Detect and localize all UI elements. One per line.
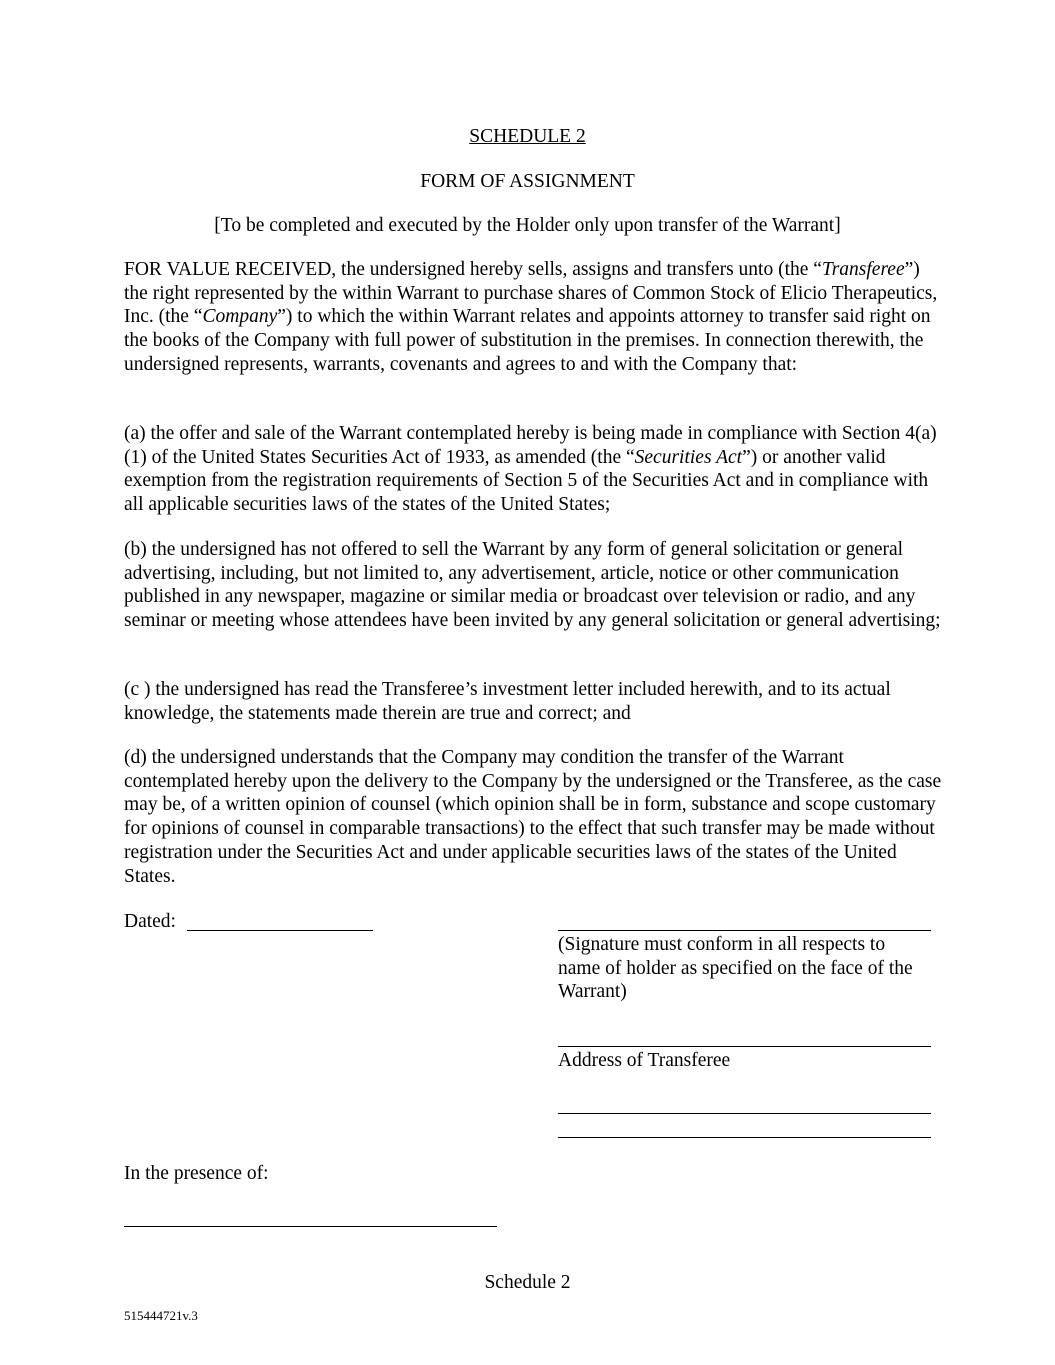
instruction-line: [To be completed and executed by the Holder only upon transfer of the Warrant]: [214, 215, 841, 236]
securities-act-term: Securities Act: [634, 446, 743, 468]
form-title: FORM OF ASSIGNMENT: [420, 171, 635, 192]
address-label: Address of Transferee: [558, 1050, 731, 1071]
clause-b: (b) the undersigned has not offered to sell the Warrant by any form of general solicitation or general advertising, including, but not limited to, any advertisement, article, notice or other communication published in any newspaper, magazine or similar media or broadcast over television or radio, and any seminar or meeting whose attendees have been invited by any general solicitation or general advertising;: [124, 539, 941, 632]
intro-text-1: FOR VALUE RECEIVED, the undersigned hereby sells, assigns and transfers unto (the “: [124, 259, 822, 280]
address-line-3[interactable]: [558, 1137, 931, 1138]
clause-a: [124, 422, 944, 517]
address-line-2[interactable]: [558, 1113, 931, 1114]
witness-line[interactable]: [124, 1226, 497, 1227]
company-term: Company: [202, 306, 278, 328]
dated-label: Dated:: [124, 911, 176, 932]
clause-a-text-2: ”) or another valid exemption from the registration requirements of Section 5 of the Securities Act and in compliance with all applicable securities laws of the states of the United States;: [124, 446, 929, 516]
signature-line[interactable]: [558, 930, 931, 931]
intro-text-3: ”) to which the within Warrant relates and appoints attorney to transfer said right on the books of the Company with full power of substitution in the premises. In connection therewith, the undersigned represents, warrants, covenants and agrees to and with the Company that:: [124, 306, 931, 375]
document-id: 515444721v.3: [124, 1308, 198, 1323]
signature-note: (Signature must conform in all respects to name of holder as specified on the face of the Warrant): [558, 934, 913, 1003]
dated-blank-line[interactable]: [187, 930, 373, 931]
clause-d: (d) the undersigned understands that the Company may condition the transfer of the Warrant contemplated hereby upon the delivery to the Company by the undersigned or the Transferee, as the case may be, of a written opinion of counsel (which opinion shall be in form, substance and scope customary for opinions of counsel in comparable transactions) to the effect that such transfer may be made without registration under the Securities Act and under applicable securities laws of the states of the United States.: [124, 747, 942, 887]
intro-text-2: ”) the right represented by the within Warrant to purchase shares of Common Stock of Elicio Therapeutics, Inc. (the “: [124, 259, 938, 328]
presence-label: In the presence of:: [124, 1163, 269, 1184]
clause-a-text-1: (a) the offer and sale of the Warrant contemplated hereby is being made in compliance with Section 4(a)(1) of the United States Securities Act of 1933, as amended (the “: [124, 423, 937, 468]
intro-paragraph: [124, 258, 944, 377]
address-line[interactable]: [558, 1046, 931, 1047]
page-footer-label: Schedule 2: [484, 1272, 571, 1293]
schedule-heading: SCHEDULE 2: [469, 126, 586, 147]
transferee-term: Transferee: [821, 259, 905, 280]
clause-c: (c ) the undersigned has read the Transferee’s investment letter included herewith, and to its actual knowledge, the statements made therein are true and correct; and: [124, 679, 891, 724]
